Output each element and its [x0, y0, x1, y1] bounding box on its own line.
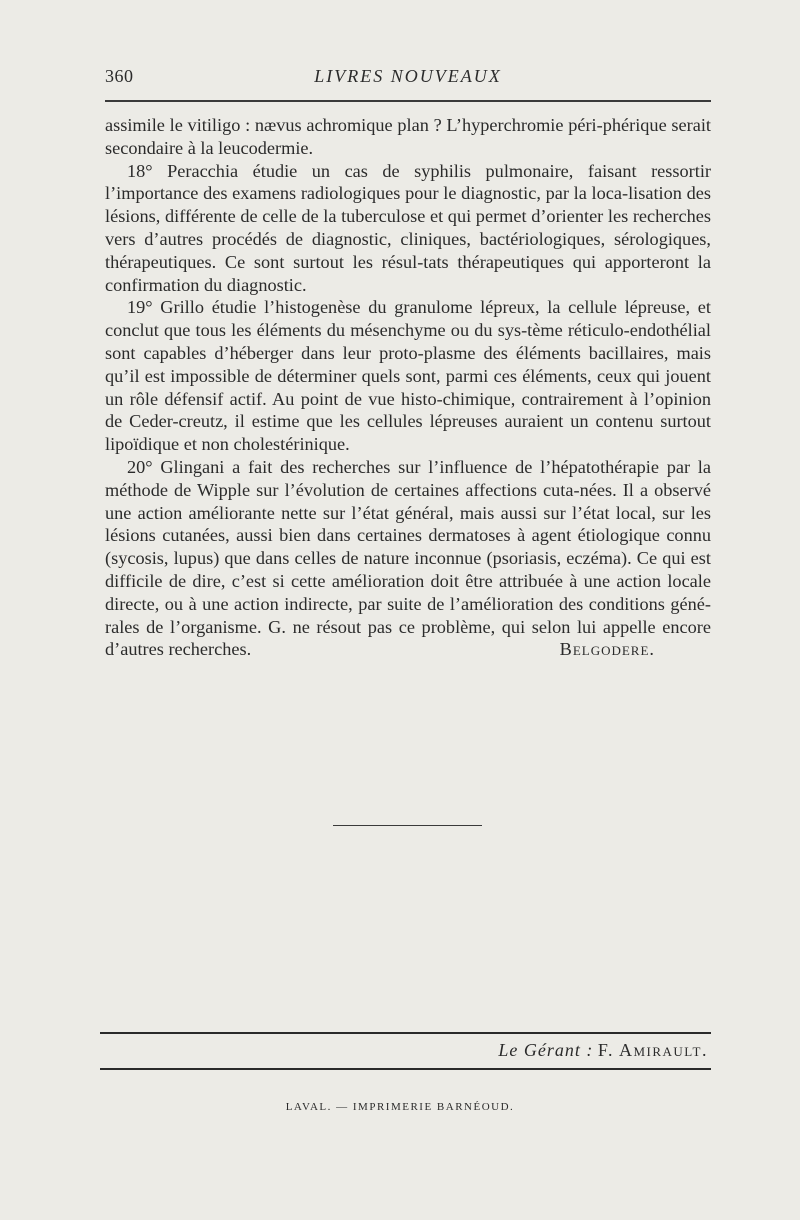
author-signature: Belgodere. — [559, 639, 655, 660]
article-body — [105, 114, 711, 661]
footer-rule-bottom — [100, 1068, 711, 1070]
paragraph-20 — [105, 456, 711, 661]
paragraph-18: 18° Peracchia étudie un cas de syphilis pulmonaire, faisant ressortir l’importance des examens radiologiques pour le diagnostic, par la loca-lisation des lésions, différente de celle de la tuberculose et qui permet d’orienter les recherches vers d’autres procédés de diagnostic, cliniques, bactériologiques, sérologiques, thérapeutiques. Ce sont surtout les résul-tats thérapeutiques qui apporteront la confirmation du diagnostic. — [105, 160, 711, 295]
header-rule — [105, 100, 711, 102]
printer-imprint: LAVAL. — IMPRIMERIE BARNÉOUD. — [285, 1101, 515, 1113]
section-separator — [333, 825, 482, 826]
page-number: 360 — [105, 66, 134, 86]
gerant-name: F. Amirault. — [597, 1040, 708, 1060]
paragraph-20-text: 20° Glingani a fait des recherches sur l’influence de l’hépatothérapie par la méthode de Wipple sur l’évolution de certaines affections cuta-nées. Il a observé une action améliorante nette sur l’état général, mais aussi sur l’état local, sur les lésions cutanées, aussi bien dans certaines dermatoses à agent étiologique connu (sycosis, lupus) que dans celles de nature inconnue (psoriasis, eczéma). Ce qui est difficile de dire, c’est si cette amélioration doit être attribuée à une action locale directe, ou à une action indirecte, par suite de l’amélioration des conditions géné-rales de l’organisme. G. ne résout pas ce problème, qui selon lui appelle encore d’autres recherches. — [105, 456, 711, 660]
paragraph-continuation: assimile le vitiligo : nævus achromique plan ? L’hyperchromie péri-phérique serait secondaire à la leucodermie. — [105, 115, 711, 158]
page-header — [105, 66, 711, 96]
gerant-label: Le Gérant : — [498, 1040, 594, 1060]
gerant-line — [498, 1040, 708, 1061]
running-title: LIVRES NOUVEAUX — [314, 66, 502, 86]
footer-rule-top — [100, 1032, 711, 1034]
paragraph-19: 19° Grillo étudie l’histogenèse du granulome lépreux, la cellule lépreuse, et conclut que tous les éléments du mésenchyme ou du sys-tème réticulo-endothélial sont capables d’héberger dans leur proto-plasme des éléments bacillaires, mais qu’il est impossible de déterminer quels sont, parmi ces éléments, ceux qui jouent un rôle défensif actif. Au point de vue histo-chimique, contrairement à l’opinion de Ceder-creutz, il estime que les cellules lépreuses auraient un contenu surtout lipoïdique et non cholestérinique. — [105, 297, 711, 455]
